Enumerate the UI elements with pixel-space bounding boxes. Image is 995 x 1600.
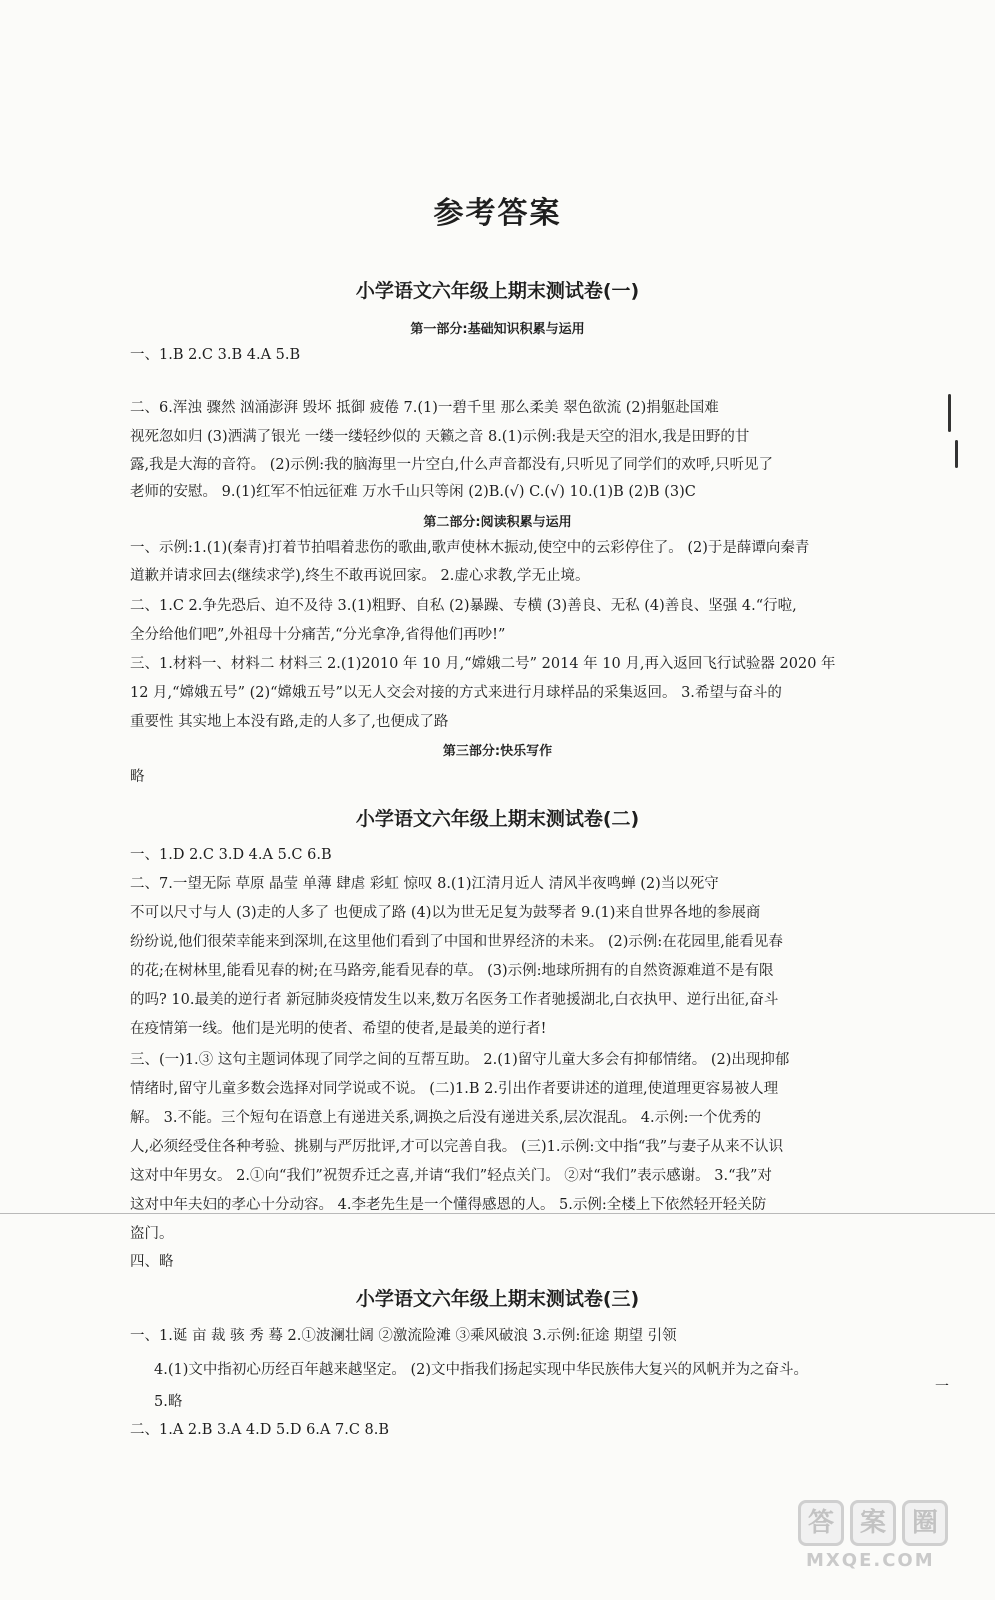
test-1-line: 12 月,“嫦娥五号” (2)“嫦娥五号”以无人交会对接的方式来进行月球样品的采集返回。 3.希望与奋斗的 [130,685,782,701]
test-2-line: 的花;在树林里,能看见春的树;在马路旁,能看见春的草。 (3)示例:地球所拥有的自然资源难道不是有限 [130,963,774,979]
test-2-line: 一、1.D 2.C 3.D 4.A 5.C 6.B [130,847,332,863]
test-1-title: 小学语文六年级上期末测试卷(一) [355,280,640,302]
test-2-line: 纷纷说,他们很荣幸能来到深圳,在这里他们看到了中国和世界经济的未来。 (2)示例:在花园里,能看见春 [130,934,783,950]
test-2-line: 这对中年男女。 2.①向“我们”祝贺乔迁之喜,并请“我们”轻点关门。 ②对“我们”表示感谢。 3.“我”对 [130,1168,772,1184]
test-1-line: 二、6.浑浊 骤然 汹涌澎湃 毁坏 抵御 疲倦 7.(1)一碧千里 那么柔美 翠色欲流 (2)捐躯赴国难 [130,400,719,416]
test-1-part-3-title: 第三部分:快乐写作 [442,744,553,759]
page-number: 一 [935,1379,949,1395]
watermark-char: 案 [850,1500,896,1546]
page-title: 参考答案 [433,196,562,231]
test-1-line: 一、示例:1.(1)(秦青)打着节拍唱着悲伤的歌曲,歌声使林木振动,使空中的云彩停住了。 (2)于是薛谭向秦青 [130,540,810,556]
test-1-line: 道歉并请求回去(继续求学),终生不敢再说回家。 2.虚心求教,学无止境。 [130,568,590,584]
test-2-line: 人,必须经受住各种考验、挑剔与严厉批评,才可以完善自我。 (三)1.示例:文中指“我”与妻子从来不认识 [130,1139,784,1155]
test-2-line: 解。 3.不能。三个短句在语意上有递进关系,调换之后没有递进关系,层次混乱。 4.示例:一个优秀的 [130,1110,761,1126]
test-2-line: 在疫情第一线。他们是光明的使者、希望的使者,是最美的逆行者! [130,1021,547,1037]
test-3-line: 5.略 [154,1394,183,1410]
test-1-part-2-title: 第二部分:阅读积累与运用 [423,515,572,530]
test-1-line: 视死忽如归 (3)洒满了银光 一缕一缕轻纱似的 天籁之音 8.(1)示例:我是天空的泪水,我是田野的甘 [130,429,750,445]
margin-mark [955,440,958,468]
test-2-line: 三、(一)1.③ 这句主题词体现了同学之间的互帮互助。 2.(1)留守儿童大多会有抑郁情绪。 (2)出现抑郁 [130,1052,790,1068]
watermark-site: MXQE.COM [806,1550,935,1571]
test-1-line: 一、1.B 2.C 3.B 4.A 5.B [130,347,301,363]
test-2-line: 情绪时,留守儿童多数会选择对同学说或不说。 (二)1.B 2.引出作者要讲述的道理,使道理更容易被人理 [130,1081,779,1097]
test-1-line: 三、1.材料一、材料二 材料三 2.(1)2010 年 10 月,“嫦娥二号” 2014 年 10 月,再入返回飞行试验器 2020 年 [130,656,836,672]
watermark-char: 圈 [902,1500,948,1546]
test-1-part-1-title: 第一部分:基础知识积累与运用 [410,322,585,337]
test-1-line: 露,我是大海的音符。 (2)示例:我的脑海里一片空白,什么声音都没有,只听见了同学们的欢呼,只听见了 [130,457,773,473]
test-3-line: 4.(1)文中指初心历经百年越来越坚定。 (2)文中指我们扬起实现中华民族伟大复兴的风帆并为之奋斗。 [154,1362,809,1378]
test-3-line: 二、1.A 2.B 3.A 4.D 5.D 6.A 7.C 8.B [130,1422,390,1438]
test-2-line: 这对中年夫妇的孝心十分动容。 4.李老先生是一个懂得感恩的人。 5.示例:全楼上下依然轻开轻关防 [130,1197,767,1213]
test-1-line: 老师的安慰。 9.(1)红军不怕远征难 万水千山只等闲 (2)B.(√) C.(√) 10.(1)B (2)B (3)C [130,484,696,500]
watermark-logo [798,1500,968,1570]
test-1-line: 全分给他们吧”,外祖母十分痛苦,“分光拿净,省得他们再吵!” [130,627,506,643]
test-2-line: 四、略 [130,1254,174,1270]
test-2-line: 盗门。 [130,1226,174,1242]
test-1-line: 二、1.C 2.争先恐后、迫不及待 3.(1)粗野、自私 (2)暴躁、专横 (3)善良、无私 (4)善良、坚强 4.“行啦, [130,598,797,614]
test-1-line: 重要性 其实地上本没有路,走的人多了,也便成了路 [130,714,449,730]
section-divider [0,1213,995,1214]
test-1-line: 略 [130,769,145,785]
test-3-line: 一、1.诞 亩 裁 骇 秀 蓦 2.①波澜壮阔 ②激流险滩 ③乘风破浪 3.示例:征途 期望 引领 [130,1328,677,1344]
watermark-char: 答 [798,1500,844,1546]
test-2-line: 的吗? 10.最美的逆行者 新冠肺炎疫情发生以来,数万名医务工作者驰援湖北,白衣执甲、逆行出征,奋斗 [130,992,779,1008]
test-2-title: 小学语文六年级上期末测试卷(二) [355,808,640,830]
test-2-line: 二、7.一望无际 草原 晶莹 单薄 肆虐 彩虹 惊叹 8.(1)江清月近人 清风半夜鸣蝉 (2)当以死守 [130,876,719,892]
margin-mark [948,394,951,432]
test-3-title: 小学语文六年级上期末测试卷(三) [355,1288,640,1310]
test-2-line: 不可以尺寸与人 (3)走的人多了 也便成了路 (4)以为世无足复为鼓琴者 9.(1)来自世界各地的参展商 [130,905,761,921]
